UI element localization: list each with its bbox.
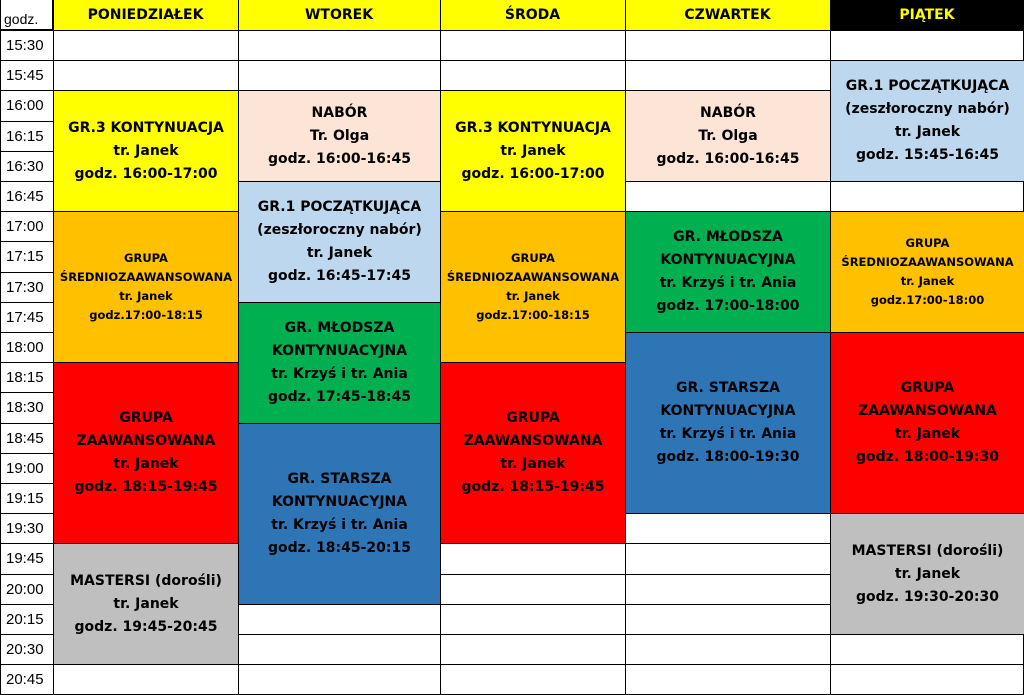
class-block-line: (zeszłoroczny nabór) (845, 101, 1010, 117)
class-block-line: tr. Janek (119, 289, 173, 303)
time-label: 15:30 (6, 36, 44, 54)
time-label: 20:00 (6, 580, 44, 598)
time-label: 20:30 (6, 640, 44, 658)
class-block-line: godz. 16:00-17:00 (74, 165, 218, 182)
class-block-line: GR. MŁODSZA (284, 320, 395, 336)
class-block (53, 362, 239, 544)
class-block-line: tr. Janek (113, 595, 179, 612)
time-column-header: godz. (0, 0, 53, 30)
class-block (440, 211, 626, 363)
time-label: 17:00 (6, 217, 44, 235)
class-block-line: godz. 16:00-16:45 (268, 150, 411, 167)
class-block-line: tr. Janek (113, 142, 179, 159)
class-block (53, 211, 239, 363)
class-block-line: MASTERSI (dorośli) (851, 542, 1004, 559)
time-label: 18:45 (6, 429, 44, 447)
day-header-friday: PIĄTEK (830, 0, 1024, 30)
class-block (625, 90, 831, 182)
class-block-line: godz. 18:15-19:45 (461, 479, 605, 495)
class-block-line: KONTYNUACYJNA (660, 403, 796, 419)
time-label: 18:15 (6, 368, 44, 386)
class-block-line: tr. Janek (894, 124, 961, 140)
time-label: 19:00 (6, 459, 44, 477)
class-block-line: godz. 16:00-17:00 (461, 165, 605, 182)
class-block (830, 211, 1024, 333)
time-label: 19:15 (6, 489, 44, 507)
class-block-line: GRUPA (124, 251, 168, 265)
time-label: 15:45 (6, 66, 44, 84)
class-block-line: tr. Krzyś i tr. Ania (659, 426, 797, 442)
time-label: 16:30 (6, 157, 44, 175)
time-label: 16:00 (6, 97, 44, 114)
day-header-monday: PONIEDZIAŁEK (53, 0, 238, 30)
class-block-line: GR.1 POCZĄTKUJĄCA (845, 78, 1010, 94)
class-block (238, 302, 441, 424)
class-block-line: GRUPA (905, 236, 950, 250)
class-block (238, 90, 441, 182)
class-block-line: godz. 19:45-20:45 (74, 618, 218, 635)
class-block-line: godz. 17:45-18:45 (268, 389, 411, 405)
class-block-line: KONTYNUACYJNA (271, 494, 408, 510)
time-label: 17:45 (6, 308, 44, 326)
class-block-line: GR.1 POCZĄTKUJĄCA (257, 199, 422, 215)
class-block (238, 423, 441, 605)
time-label: 20:15 (6, 610, 44, 628)
class-block-line: GR. STARSZA (676, 380, 780, 396)
class-block-line: godz. 18:15-19:45 (74, 479, 218, 495)
class-block-line: godz. 18:00-19:30 (656, 449, 800, 465)
class-block-line: GRUPA (119, 410, 173, 426)
class-block (440, 362, 626, 544)
class-block (238, 181, 441, 303)
class-block-line: tr. Janek (500, 142, 566, 159)
class-block-line: GRUPA (900, 380, 955, 396)
class-block-line: ZAAWANSOWANA (858, 403, 997, 419)
day-header-tuesday: WTOREK (238, 0, 440, 30)
class-block-line: godz.17:00-18:00 (870, 293, 985, 307)
class-block (830, 332, 1024, 514)
class-block (440, 90, 626, 212)
class-block-line: godz. 18:45-20:15 (268, 540, 411, 556)
time-label: 20:45 (6, 670, 44, 688)
class-block-line: godz. 16:00-16:45 (656, 150, 800, 167)
class-block-line: godz.17:00-18:15 (89, 308, 203, 322)
class-block-line: GRUPA (511, 251, 555, 265)
class-block-line: godz. 15:45-16:45 (856, 147, 999, 163)
class-block-line: ŚREDNIOZAAWANSOWANA (59, 270, 233, 284)
class-block-line: GR. STARSZA (287, 471, 392, 487)
class-block-line: tr. Janek (894, 426, 961, 442)
class-block (53, 543, 239, 665)
class-block (625, 332, 831, 514)
class-block-line: Tr. Olga (309, 127, 370, 144)
class-block-line: tr. Janek (894, 565, 961, 582)
class-block (830, 513, 1024, 635)
class-block-line: NABÓR (700, 104, 756, 121)
class-block-line: GR.3 KONTYNUACJA (68, 119, 224, 136)
class-block-line: KONTYNUACYJNA (271, 343, 408, 359)
class-block-line: Tr. Olga (698, 127, 758, 144)
class-block-line: tr. Janek (306, 245, 373, 261)
time-label: 16:45 (6, 187, 44, 205)
time-label: 18:00 (6, 338, 44, 356)
day-header-wednesday: ŚRODA (440, 0, 625, 30)
class-block-line: tr. Janek (113, 456, 179, 472)
class-block-line: GR.3 KONTYNUACJA (455, 119, 611, 136)
class-block-line: ZAAWANSOWANA (76, 433, 216, 449)
class-block-line: godz. 18:00-19:30 (856, 449, 999, 465)
class-block-line: tr. Janek (900, 274, 955, 288)
class-block (53, 90, 239, 212)
class-block-line: godz.17:00-18:15 (476, 308, 590, 322)
class-block-line: tr. Krzyś i tr. Ania (659, 275, 797, 291)
class-block-line: godz. 19:30-20:30 (856, 588, 999, 605)
class-block-line: GRUPA (506, 410, 560, 426)
class-block-line: ZAAWANSOWANA (463, 433, 603, 449)
class-block-line: ŚREDNIOZAAWANSOWANA (446, 270, 620, 284)
class-block-line: GR. MŁODSZA (673, 229, 783, 245)
time-label: 19:45 (6, 550, 44, 567)
class-block-line: MASTERSI (dorośli) (70, 572, 222, 589)
class-block-line: godz. 17:00-18:00 (656, 298, 800, 314)
class-block (625, 211, 831, 333)
time-label: 17:30 (6, 278, 44, 296)
class-block-line: tr. Krzyś i tr. Ania (271, 366, 408, 382)
time-label: 17:15 (6, 248, 44, 265)
day-header-thursday: CZWARTEK (625, 0, 830, 30)
class-block-line: ŚREDNIOZAAWANSOWANA (841, 255, 1014, 269)
grid-column-line (0, 0, 1, 695)
class-block-line: tr. Janek (506, 289, 560, 303)
class-block-line: (zeszłoroczny nabór) (257, 222, 422, 238)
time-label: 19:30 (6, 519, 44, 537)
time-label: 18:30 (6, 399, 44, 416)
time-label: 16:15 (6, 127, 44, 145)
class-block-line: KONTYNUACYJNA (660, 252, 796, 268)
class-block (830, 60, 1024, 182)
class-block-line: tr. Krzyś i tr. Ania (271, 517, 408, 533)
class-block-line: godz. 16:45-17:45 (268, 268, 411, 284)
class-block-line: NABÓR (311, 104, 368, 121)
grid-row-line (0, 30, 1024, 31)
class-block-line: tr. Janek (500, 456, 566, 472)
